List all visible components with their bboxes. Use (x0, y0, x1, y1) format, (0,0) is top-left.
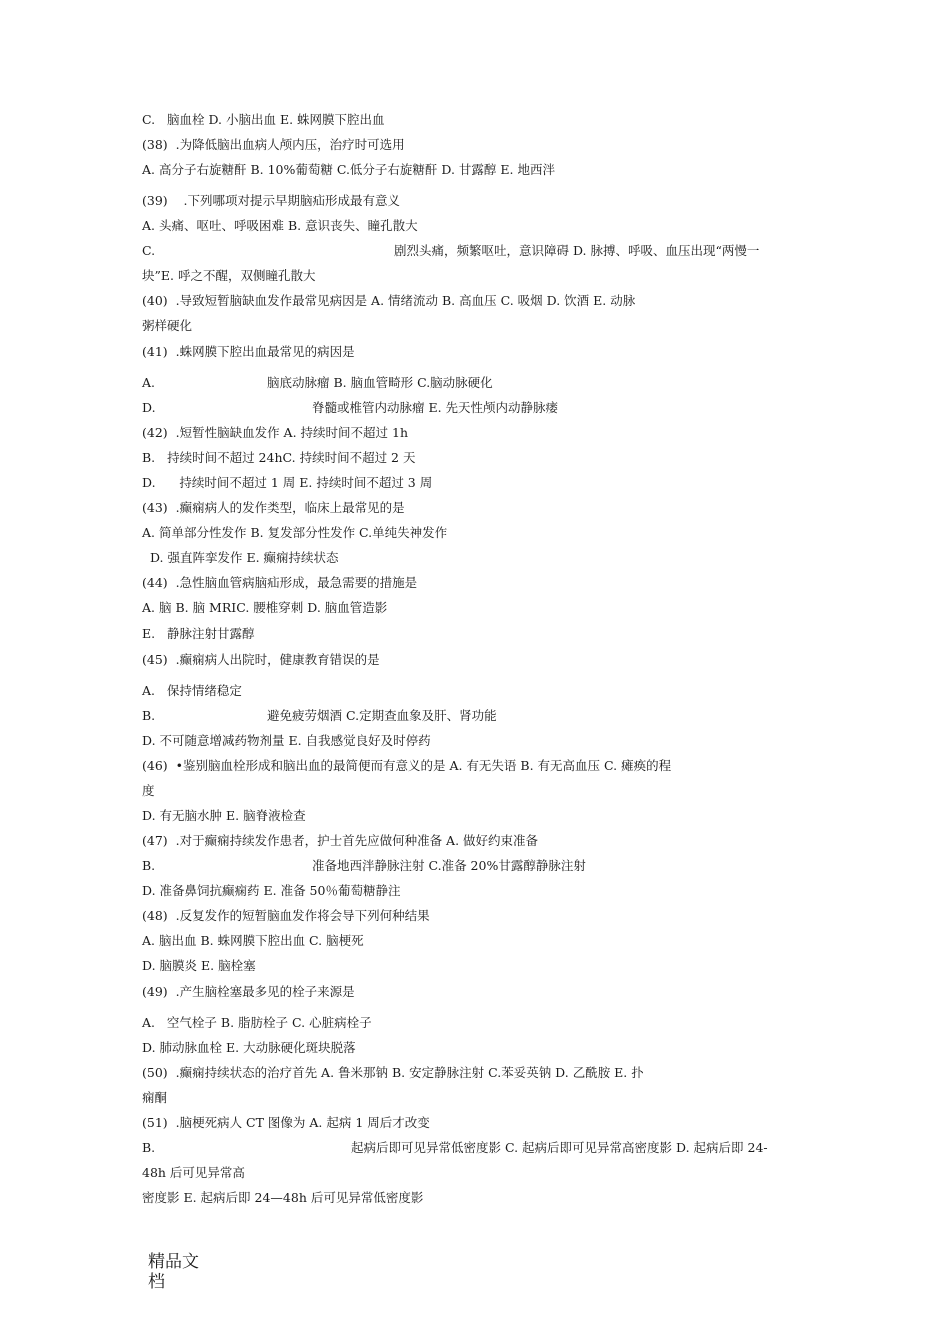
text-line: A. 保持情绪稳定 (142, 683, 242, 698)
text-line: B. 持续时间不超过 24hC. 持续时间不超过 2 天 (142, 450, 416, 465)
option-label: D. (142, 400, 156, 415)
question-43: (43) .癫痫病人的发作类型，临床上最常见的是 (142, 500, 405, 515)
text-line: D. 不可随意增减药物剂量 E. 自我感觉良好及时停药 (142, 733, 431, 748)
text-line: 痫酮 (142, 1090, 168, 1105)
question-46: (46) •鉴别脑血栓形成和脑出血的最简便而有意义的是 A. 有无失语 B. 有无高血压 C. 瘫痪的程 (142, 758, 672, 773)
text-line: 块”E. 呼之不醒，双侧瞳孔散大 (142, 268, 316, 283)
text-line: A. 高分子右旋糖酐 B. 10%葡萄糖 C.低分子右旋糖酐 D. 甘露醇 E. 地西泮 (142, 162, 555, 177)
question-40: (40) .导致短暂脑缺血发作最常见病因是 A. 情绪流动 B. 高血压 C. 吸烟 D. 饮酒 E. 动脉 (142, 293, 636, 308)
text-line: 准备地西泮静脉注射 C.准备 20%甘露醇静脉注射 (312, 858, 586, 873)
text-line: 脑底动脉瘤 B. 脑血管畸形 C.脑动脉硬化 (267, 375, 493, 390)
text-line: 48h 后可见异常高 (142, 1165, 245, 1180)
text-line: 起病后即可见异常低密度影 C. 起病后即可见异常高密度影 D. 起病后即 24- (351, 1140, 768, 1155)
option-label: A. (142, 375, 156, 390)
footer-watermark (148, 1252, 199, 1292)
question-44: (44) .急性脑血管病脑疝形成，最急需要的措施是 (142, 575, 418, 590)
text-line: D. 持续时间不超过 1 周 E. 持续时间不超过 3 周 (142, 475, 433, 490)
text-line: 脊髓或椎管内动脉瘤 E. 先天性颅内动静脉瘘 (312, 400, 559, 415)
question-48: (48) .反复发作的短暂脑血发作将会导下列何种结果 (142, 908, 430, 923)
text-line: 剧烈头痛，频繁呕吐，意识障碍 D. 脉搏、呼吸、血压出现“两慢一 (394, 243, 760, 258)
text-line: D. 准备鼻饲抗癫痫药 E. 准备 50％葡萄糖静注 (142, 883, 401, 898)
footer-line-2: 档 (148, 1272, 165, 1292)
text-line: D. 强直阵挛发作 E. 癫痫持续状态 (142, 550, 339, 565)
question-41: (41) .蛛网膜下腔出血最常见的病因是 (142, 344, 355, 359)
question-42: (42) .短暂性脑缺血发作 A. 持续时间不超过 1h (142, 425, 409, 440)
question-39: (39) .下列哪项对提示早期脑疝形成最有意义 (142, 193, 401, 208)
footer-line-1: 精品文 (148, 1252, 199, 1272)
text-line: A. 头痛、呕吐、呼吸困难 B. 意识丧失、瞳孔散大 (142, 218, 418, 233)
question-38: (38) .为降低脑出血病人颅内压，治疗时可选用 (142, 137, 405, 152)
text-line: A. 空气栓子 B. 脂肪栓子 C. 心脏病栓子 (142, 1015, 372, 1030)
question-51: (51) .脑梗死病人 CT 图像为 A. 起病 1 周后才改变 (142, 1115, 430, 1130)
text-line: D. 脑膜炎 E. 脑栓塞 (142, 958, 256, 973)
question-45: (45) .癫痫病人出院时，健康教育错误的是 (142, 652, 380, 667)
text-line: A. 脑出血 B. 蛛网膜下腔出血 C. 脑梗死 (142, 933, 364, 948)
option-label: B. (142, 1140, 156, 1155)
question-49: (49) .产生脑栓塞最多见的栓子来源是 (142, 984, 355, 999)
text-line: 粥样硬化 (142, 318, 193, 333)
text-line: C. 脑血栓 D. 小脑出血 E. 蛛网膜下腔出血 (142, 112, 385, 127)
option-label: B. (142, 858, 156, 873)
option-label: C. (142, 243, 156, 258)
text-line: 密度影 E. 起病后即 24—48h 后可见异常低密度影 (142, 1190, 424, 1205)
question-50: (50) .癫痫持续状态的治疗首先 A. 鲁米那钠 B. 安定静脉注射 C.苯妥英钠 D. 乙酰胺 E. 扑 (142, 1065, 644, 1080)
question-47: (47) .对于癫痫持续发作患者，护士首先应做何种准备 A. 做好约束准备 (142, 833, 539, 848)
text-line: D. 有无脑水肿 E. 脑脊液检查 (142, 808, 306, 823)
text-line: A. 脑 B. 脑 MRIC. 腰椎穿刺 D. 脑血管造影 (142, 600, 388, 615)
text-line: 避免疲劳烟酒 C.定期查血象及肝、肾功能 (267, 708, 497, 723)
text-line: E. 静脉注射甘露醇 (142, 626, 255, 641)
text-line: 度 (142, 783, 155, 798)
text-line: A. 简单部分性发作 B. 复发部分性发作 C.单纯失神发作 (142, 525, 448, 540)
option-label: B. (142, 708, 156, 723)
text-line: D. 肺动脉血栓 E. 大动脉硬化斑块脱落 (142, 1040, 356, 1055)
